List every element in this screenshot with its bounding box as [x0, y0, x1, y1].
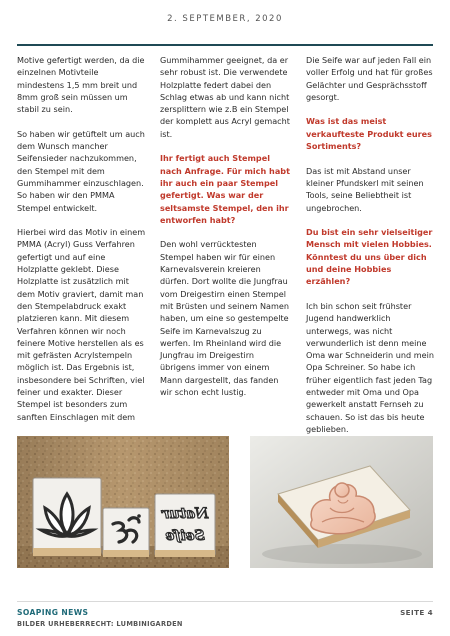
- stamps-illustration: [17, 436, 229, 568]
- natur-seife-stamp: [155, 494, 215, 557]
- footer-brand: SOAPING NEWS: [17, 608, 89, 617]
- buddha-illustration: [250, 436, 433, 568]
- text-column-1: [17, 54, 147, 426]
- paragraph: Ich bin schon seit frühster Jugend handwerklich unterwegs, was nicht verwunderlich ist denn meine Oma war Schneiderin und mein Opa Schreiner. So habe ich früher eigentlich fast jeden Tag entweder mit Oma und Opa gewerkelt anstatt Fernseh zu schauen. So ist das bis heute geblieben.: [306, 300, 434, 434]
- footer-photo-credit: BILDER URHEBERRECHT: LUMBINIGARDEN: [17, 620, 183, 628]
- buddha-stamp-photo: [250, 436, 433, 568]
- text-column-2: [160, 54, 290, 426]
- paragraph: So haben wir getüftelt um auch dem Wunsch mancher Seifensieder nachzukommen, den Stempel mit dem Gummihammer einzuschlagen. So haben wir den PMMA Stempel entwickelt.: [17, 128, 145, 213]
- stamps-photo: [17, 436, 229, 568]
- paragraph: Gummihammer geeignet, da er sehr robust ist. Die verwendete Holzplatte federt dabei den Schlag etwas ab und kann nicht zersplittern wie z.B ein Stempel der komplett aus Acryl gemacht ist.: [160, 55, 290, 139]
- paragraph: Motive gefertigt werden, da die einzelnen Motivteile mindestens 1,5 mm breit und 8mm groß sein müssen um stabil zu sein.: [17, 55, 145, 115]
- paragraph: Den wohl verrücktesten Stempel haben wir für einen Karnevalsverein kreieren dürfen. Dort wollte die Jungfrau vom Dreigestirn einen Stempel mit Brüsten und seinem Namen haben, um eine so gestempelte Seife im Karnevalszug zu werfen. Im Rheinland wird die Jungfrau im Dreigestirn übrigens immer von einem Mann dargestellt, das fanden wir schon echt lustig.: [160, 239, 289, 398]
- text-column-3: [306, 54, 436, 434]
- paragraph: Die Seife war auf jeden Fall ein voller Erfolg und hat für großes Gelächter und Gesprächsstoff gesorgt.: [306, 55, 433, 102]
- stamp-text: Seife: [165, 528, 205, 544]
- stamp-text: Natur: [162, 506, 208, 522]
- paragraph: Das ist mit Abstand unser kleiner Pfundskerl mit seinen Tools, seine Beliebtheit ist ungebrochen.: [306, 165, 424, 213]
- header-date: 2. SEPTEMBER, 2020: [167, 14, 283, 24]
- paragraph: Hierbei wird das Motiv in einem PMMA (Acryl) Guss Verfahren gefertigt und auf eine Holzplatte geklebt. Diese Holzplatte ist zusätzlich mit dem Motiv graviert, damit man den Stempelabdruck exakt platzieren kann. Mit diesem Verfahren können wir noch feinere Motive herstellen als es mit gefrästen Acrylstempeln möglich ist. Das Ergebnis ist, insbesondere bei Schriften, viel feiner und exakter. Dieser Stempel ist besonders zum sanften Einschlagen mit dem: [17, 227, 146, 422]
- footer-divider: [17, 601, 433, 602]
- lotus-stamp: [33, 478, 101, 556]
- om-stamp: [103, 508, 149, 557]
- interview-question: Was ist das meist verkaufteste Produkt eures Sortiments?: [306, 116, 432, 152]
- interview-question: Ihr fertigt auch Stempel nach Anfrage. Für mich habt ihr auch ein paar Stempel gefertigt. Was war der seltsamste Stempel, den ihr entworfen habt?: [160, 153, 290, 225]
- header-divider: [17, 44, 433, 46]
- interview-question: Du bist ein sehr vielseitiger Mensch mit vielen Hobbies. Könntest du uns über dich und deine Hobbies erzählen?: [306, 227, 433, 287]
- page-number: SEITE 4: [400, 608, 433, 617]
